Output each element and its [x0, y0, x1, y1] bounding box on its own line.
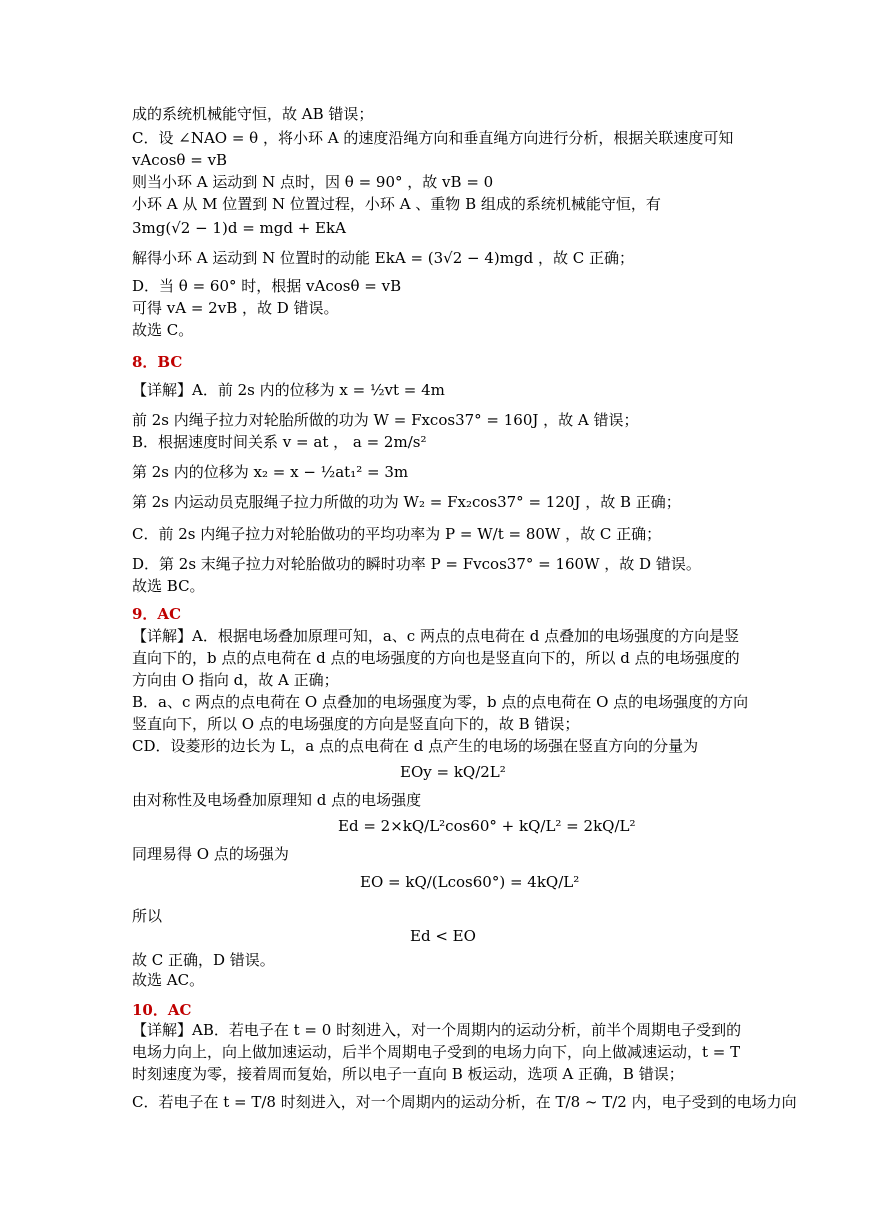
q8-line-2: 前 2s 内绳子拉力对轮胎所做的功为 W = Fxcos37° = 160J ，故 A 错误； — [132, 411, 639, 429]
q9-line-5: 竖直向下，所以 O 点的电场强度的方向是竖直向下的，故 B 错误； — [132, 715, 580, 733]
q9-line-11: 故选 AC。 — [132, 971, 205, 989]
q7-line-8: D．当 θ = 60° 时，根据 vAcosθ = vB — [132, 277, 402, 295]
q10-line-4: C．若电子在 t = T/8 时刻进入，对一个周期内的运动分析，在 T/8 ~ T/2 内，电子受到的电场力向 — [132, 1093, 797, 1111]
q8-line-4: 第 2s 内的位移为 x₂ = x − ½at₁² = 3m — [132, 463, 409, 481]
q8-heading: 8．BC — [132, 353, 183, 371]
q9-line-4: B．a、c 两点的点电荷在 O 点叠加的电场强度为零，b 点的点电荷在 O 点的电场强度的方向 — [132, 693, 749, 711]
q9-line-2: 直向下的，b 点的点电荷在 d 点的电场强度的方向也是竖直向下的，所以 d 点的电场强度的 — [132, 649, 740, 667]
q9-line-6: CD．设菱形的边长为 L，a 点的点电荷在 d 点产生的电场的场强在竖直方向的分量为 — [132, 737, 699, 755]
q9-formula-1: EOy = kQ/2L² — [400, 763, 506, 781]
q7-line-3: vAcosθ = vB — [132, 151, 228, 169]
q9-line-8: 同理易得 O 点的场强为 — [132, 845, 289, 863]
q7-line-7: 解得小环 A 运动到 N 位置时的动能 EkA = (3√2 − 4)mgd ，故 C 正确； — [132, 249, 634, 267]
q9-formula-3: EO = kQ/(Lcos60°) = 4kQ/L² — [360, 873, 580, 891]
q9-heading: 9．AC — [132, 605, 182, 623]
q8-line-1: 【详解】A．前 2s 内的位移为 x = ½vt = 4m — [132, 381, 445, 399]
q7-line-6: 3mg(√2 − 1)d = mgd + EkA — [132, 219, 346, 237]
q9-line-10: 故 C 正确，D 错误。 — [132, 951, 275, 969]
q10-line-2: 电场力向上，向上做加速运动，后半个周期电子受到的电场力向下，向上做减速运动，t = T — [132, 1043, 741, 1061]
q8-line-7: D．第 2s 末绳子拉力对轮胎做功的瞬时功率 P = Fvcos37° = 160W ，故 D 错误。 — [132, 555, 701, 573]
q7-line-5: 小环 A 从 M 位置到 N 位置过程，小环 A 、重物 B 组成的系统机械能守恒，有 — [132, 195, 661, 213]
q7-line-2: C．设 ∠NAO = θ ，将小环 A 的速度沿绳方向和垂直绳方向进行分析，根据关联速度可知 — [132, 129, 734, 147]
q7-line-9: 可得 vA = 2vB ，故 D 错误。 — [132, 299, 339, 317]
q7-line-10: 故选 C。 — [132, 321, 194, 339]
q7-line-1: 成的系统机械能守恒，故 AB 错误； — [132, 105, 374, 123]
q9-formula-4: Ed < EO — [410, 927, 476, 945]
q8-line-8: 故选 BC。 — [132, 577, 205, 595]
q9-line-7: 由对称性及电场叠加原理知 d 点的电场强度 — [132, 791, 422, 809]
q8-line-3: B．根据速度时间关系 v = at ， a = 2m/s² — [132, 433, 427, 451]
q8-line-5: 第 2s 内运动员克服绳子拉力所做的功为 W₂ = Fx₂cos37° = 120J ，故 B 正确； — [132, 493, 681, 511]
q10-line-3: 时刻速度为零，接着周而复始，所以电子一直向 B 板运动，选项 A 正确，B 错误； — [132, 1065, 684, 1083]
q7-line-4: 则当小环 A 运动到 N 点时，因 θ = 90° ，故 vB = 0 — [132, 173, 494, 191]
q9-line-3: 方向由 O 指向 d，故 A 正确； — [132, 671, 339, 689]
q10-heading: 10．AC — [132, 1001, 192, 1019]
q10-line-1: 【详解】AB．若电子在 t = 0 时刻进入，对一个周期内的运动分析，前半个周期电子受到的 — [132, 1021, 742, 1039]
q9-line-9: 所以 — [132, 907, 163, 925]
q9-line-1: 【详解】A．根据电场叠加原理可知，a、c 两点的点电荷在 d 点叠加的电场强度的方向是竖 — [132, 627, 740, 645]
q9-formula-2: Ed = 2×kQ/L²cos60° + kQ/L² = 2kQ/L² — [338, 817, 636, 835]
q8-line-6: C．前 2s 内绳子拉力对轮胎做功的平均功率为 P = W/t = 80W ，故 C 正确； — [132, 525, 662, 543]
